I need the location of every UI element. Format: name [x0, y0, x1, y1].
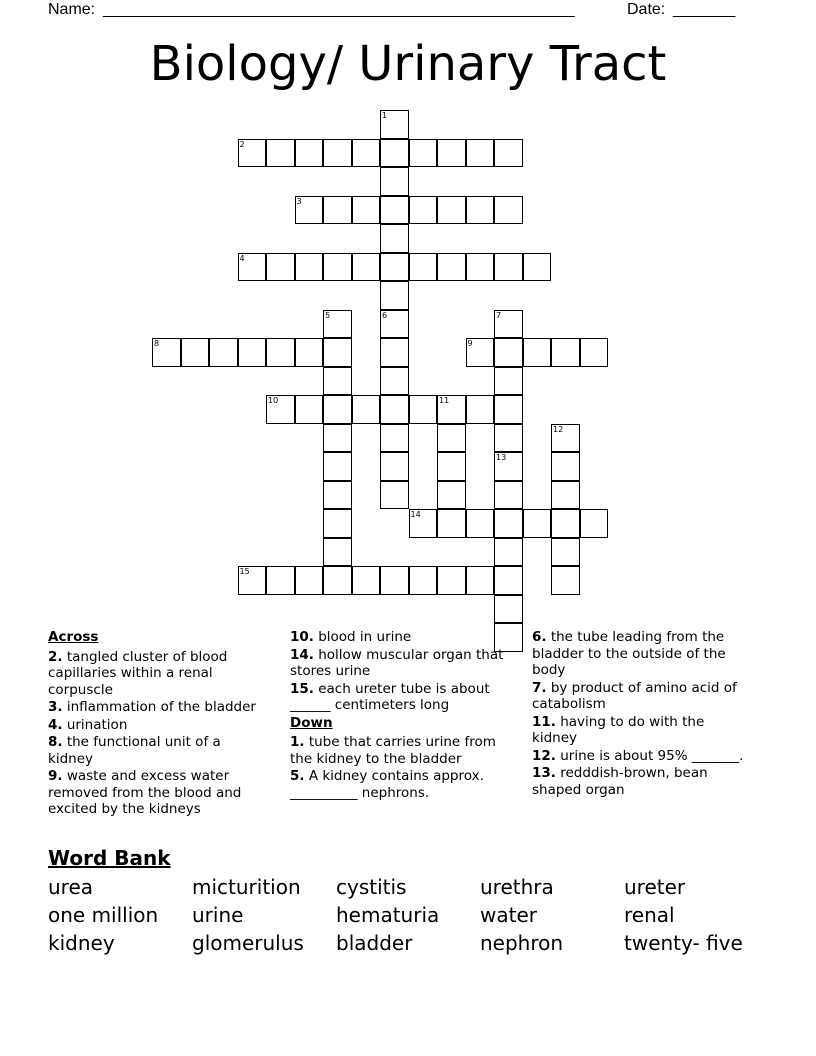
crossword-cell[interactable]	[494, 253, 523, 282]
crossword-cell[interactable]	[580, 509, 609, 538]
crossword-cell[interactable]	[494, 424, 523, 453]
clue-number-label: 11	[439, 396, 450, 405]
crossword-cell[interactable]	[494, 538, 523, 567]
word-bank-item: glomerulus	[192, 931, 304, 955]
clue-number-label: 5	[325, 310, 331, 320]
clue-number-label: 15	[239, 567, 250, 576]
clue-text: urination	[66, 716, 128, 733]
crossword-cell[interactable]	[323, 424, 352, 453]
clue-text: tangled cluster of blood capillaries within a renal corpuscle	[48, 648, 228, 698]
word-bank-item: renal	[624, 903, 675, 927]
crossword-cell[interactable]	[352, 253, 381, 282]
word-bank-item: water	[480, 903, 537, 927]
word-bank-item: ureter	[624, 875, 686, 899]
crossword-cell[interactable]	[466, 395, 495, 424]
crossword-cell[interactable]	[323, 566, 352, 595]
crossword-cell[interactable]	[437, 139, 466, 168]
crossword-cell[interactable]	[437, 424, 466, 453]
clue-text: the tube leading from the bladder to the outside of the body	[532, 629, 726, 678]
clue-number-label: 3	[296, 196, 302, 206]
clue-number: 5.	[290, 768, 305, 784]
clue-text: waste and excess water removed from the blood and excited by the kidneys	[48, 768, 242, 817]
clue-number-label: 13	[496, 453, 507, 462]
crossword-cell[interactable]	[551, 452, 580, 481]
crossword-cell[interactable]	[437, 253, 466, 282]
crossword-cell[interactable]	[323, 253, 352, 282]
crossword-cell[interactable]	[209, 338, 238, 367]
crossword-cell[interactable]	[466, 253, 495, 282]
crossword-cell[interactable]	[323, 452, 352, 481]
clues-column-2	[290, 629, 518, 802]
clues-column-1	[48, 629, 264, 819]
crossword-cell[interactable]	[437, 509, 466, 538]
clue-down-12	[532, 748, 748, 765]
across-heading: Across	[48, 629, 99, 645]
crossword-cell[interactable]	[323, 538, 352, 567]
crossword-cell[interactable]	[494, 452, 523, 481]
clue-text: each ureter tube is about ______ centimeters long	[290, 680, 490, 713]
crossword-cell[interactable]	[580, 338, 609, 367]
clue-text: urine is about 95% _______.	[560, 747, 744, 764]
crossword-cell[interactable]	[409, 509, 438, 538]
clue-down-13	[532, 765, 748, 798]
crossword-cell[interactable]	[466, 509, 495, 538]
crossword-cell[interactable]	[551, 509, 580, 538]
clue-down-7	[532, 680, 748, 713]
clue-number: 3.	[48, 699, 63, 715]
crossword-cell[interactable]	[494, 595, 523, 624]
crossword-cell[interactable]	[295, 566, 324, 595]
crossword-cell[interactable]	[494, 139, 523, 168]
crossword-cell[interactable]	[380, 566, 409, 595]
word-bank-title: Word Bank	[48, 846, 171, 870]
crossword-cell[interactable]	[266, 253, 295, 282]
clue-number-label: 12	[553, 424, 564, 434]
clue-number: 14.	[290, 646, 314, 663]
crossword-cell[interactable]	[409, 566, 438, 595]
crossword-cell[interactable]	[323, 196, 352, 225]
crossword-cell[interactable]	[352, 395, 381, 424]
crossword-cell[interactable]	[437, 481, 466, 510]
word-bank-item: one million	[48, 903, 159, 927]
clue-number: 15.	[290, 680, 314, 697]
clue-number-label: 7	[496, 310, 502, 320]
crossword-cell[interactable]	[295, 253, 324, 282]
crossword-cell[interactable]	[494, 395, 523, 424]
crossword-cell[interactable]	[380, 338, 409, 367]
clue-number-label: 14	[410, 510, 421, 519]
crossword-cell[interactable]	[523, 509, 552, 538]
clue-number: 9.	[48, 768, 63, 784]
crossword-cell[interactable]	[551, 481, 580, 510]
crossword-cell[interactable]	[266, 338, 295, 367]
clue-down-1	[290, 734, 518, 767]
word-bank-item: micturition	[192, 875, 301, 899]
clue-across-8	[48, 734, 264, 767]
clue-number: 13.	[532, 765, 556, 781]
clue-number-label: 8	[154, 339, 160, 348]
crossword-cell[interactable]	[295, 139, 324, 168]
crossword-cell[interactable]	[238, 338, 267, 367]
crossword-cell[interactable]	[551, 424, 580, 453]
crossword-cell[interactable]	[323, 139, 352, 168]
clues-column-3	[532, 629, 748, 799]
crossword-cell[interactable]	[437, 395, 466, 424]
clue-number: 2.	[48, 648, 63, 665]
word-bank-item: urea	[48, 875, 94, 899]
clue-number: 8.	[48, 734, 63, 750]
clue-text: hollow muscular organ that stores urine	[290, 646, 504, 679]
clue-down-5	[290, 768, 518, 801]
clue-across-4	[48, 717, 264, 734]
crossword-cell[interactable]	[266, 566, 295, 595]
crossword-cell[interactable]	[323, 509, 352, 538]
clue-number-label: 6	[382, 310, 388, 320]
name-label: Name:	[48, 1, 96, 18]
clue-number: 10.	[290, 629, 314, 645]
clue-text: the functional unit of a kidney	[48, 734, 221, 767]
crossword-cell[interactable]	[494, 338, 523, 367]
crossword-cell[interactable]	[437, 196, 466, 225]
crossword-cell[interactable]	[523, 338, 552, 367]
crossword-cell[interactable]	[409, 253, 438, 282]
crossword-cell[interactable]	[323, 481, 352, 510]
clue-number-label: 9	[467, 339, 473, 348]
word-bank-item: twenty- five	[624, 931, 743, 955]
crossword-cell[interactable]	[266, 139, 295, 168]
crossword-cell[interactable]	[380, 367, 409, 396]
clue-across-10	[290, 629, 518, 646]
word-bank-item: urethra	[480, 875, 554, 899]
name-field[interactable]: _____________________________________________________	[103, 1, 575, 18]
crossword-cell[interactable]	[238, 253, 267, 282]
crossword-cell[interactable]	[323, 338, 352, 367]
crossword-cell[interactable]	[466, 566, 495, 595]
clue-across-15	[290, 681, 518, 714]
crossword-cell[interactable]	[380, 281, 409, 310]
crossword-cell[interactable]	[352, 139, 381, 168]
crossword-cell[interactable]	[238, 139, 267, 168]
crossword-cell[interactable]	[494, 566, 523, 595]
crossword-cell[interactable]	[523, 253, 552, 282]
clue-number: 4.	[48, 716, 63, 733]
crossword-cell[interactable]	[437, 566, 466, 595]
clue-number-label: 10	[268, 396, 279, 405]
crossword-cell[interactable]	[295, 395, 324, 424]
clue-text: blood in urine	[318, 629, 412, 645]
word-bank-item: bladder	[336, 931, 413, 955]
clue-down-6	[532, 629, 748, 679]
down-heading: Down	[290, 714, 333, 731]
crossword-cell[interactable]	[323, 310, 352, 339]
word-bank-item: cystitis	[336, 875, 407, 899]
clue-down-11	[532, 714, 748, 747]
clue-across-2	[48, 649, 264, 699]
crossword-cell[interactable]	[380, 253, 409, 282]
crossword-cell[interactable]	[494, 509, 523, 538]
clue-text: redddish-brown, bean shaped organ	[532, 765, 708, 798]
date-field[interactable]: _______	[673, 1, 736, 18]
clue-text: by product of amino acid of catabolism	[532, 679, 737, 712]
crossword-cell[interactable]	[323, 367, 352, 396]
crossword-cell[interactable]	[380, 224, 409, 253]
clue-number: 11.	[532, 713, 556, 730]
crossword-cell[interactable]	[466, 338, 495, 367]
crossword-cell[interactable]	[551, 338, 580, 367]
date-label: Date:	[627, 1, 666, 18]
crossword-cell[interactable]	[380, 424, 409, 453]
crossword-cell[interactable]	[152, 338, 181, 367]
crossword-cell[interactable]	[323, 395, 352, 424]
clue-text: having to do with the kidney	[532, 713, 705, 746]
word-bank-item: urine	[192, 903, 244, 927]
clue-text: inflammation of the bladder	[66, 699, 256, 715]
word-bank-item: hematuria	[336, 903, 440, 927]
crossword-cell[interactable]	[352, 196, 381, 225]
crossword-cell[interactable]	[380, 196, 409, 225]
clue-number: 1.	[290, 734, 305, 750]
clue-across-14	[290, 647, 518, 680]
crossword-cell[interactable]	[466, 139, 495, 168]
crossword-cell[interactable]	[437, 452, 466, 481]
clue-text: A kidney contains approx. __________ nephrons.	[290, 768, 484, 801]
clue-number: 7.	[532, 679, 547, 696]
crossword-cell[interactable]	[551, 538, 580, 567]
clue-across-3	[48, 699, 264, 716]
crossword-cell[interactable]	[266, 395, 295, 424]
crossword-cell[interactable]	[380, 310, 409, 339]
clue-number-label: 4	[239, 253, 245, 263]
header	[48, 0, 768, 20]
crossword-cell[interactable]	[380, 139, 409, 168]
crossword-cell[interactable]	[181, 338, 210, 367]
crossword-cell[interactable]	[295, 196, 324, 225]
crossword-cell[interactable]	[409, 395, 438, 424]
crossword-cell[interactable]	[494, 310, 523, 339]
crossword-cell[interactable]	[494, 367, 523, 396]
crossword-cell[interactable]	[380, 110, 409, 139]
page-title: Biology/ Urinary Tract	[149, 36, 667, 92]
crossword-cell[interactable]	[380, 167, 409, 196]
crossword-cell[interactable]	[551, 566, 580, 595]
crossword-cell[interactable]	[494, 481, 523, 510]
clue-text: tube that carries urine from the kidney to the bladder	[290, 734, 496, 767]
crossword-cell[interactable]	[380, 452, 409, 481]
crossword-cell[interactable]	[409, 139, 438, 168]
crossword-cell[interactable]	[238, 566, 267, 595]
crossword-cell[interactable]	[494, 196, 523, 225]
crossword-cell[interactable]	[380, 481, 409, 510]
word-bank-item: nephron	[480, 931, 564, 955]
clue-across-9	[48, 768, 264, 818]
crossword-cell[interactable]	[466, 196, 495, 225]
clue-number-label: 2	[239, 139, 245, 149]
crossword-cell[interactable]	[380, 395, 409, 424]
clue-number: 6.	[532, 629, 547, 645]
crossword-cell[interactable]	[295, 338, 324, 367]
crossword-cell[interactable]	[409, 196, 438, 225]
word-bank-item: kidney	[48, 931, 115, 955]
clue-number-label: 1	[382, 111, 388, 120]
clue-number: 12.	[532, 747, 556, 764]
crossword-cell[interactable]	[352, 566, 381, 595]
